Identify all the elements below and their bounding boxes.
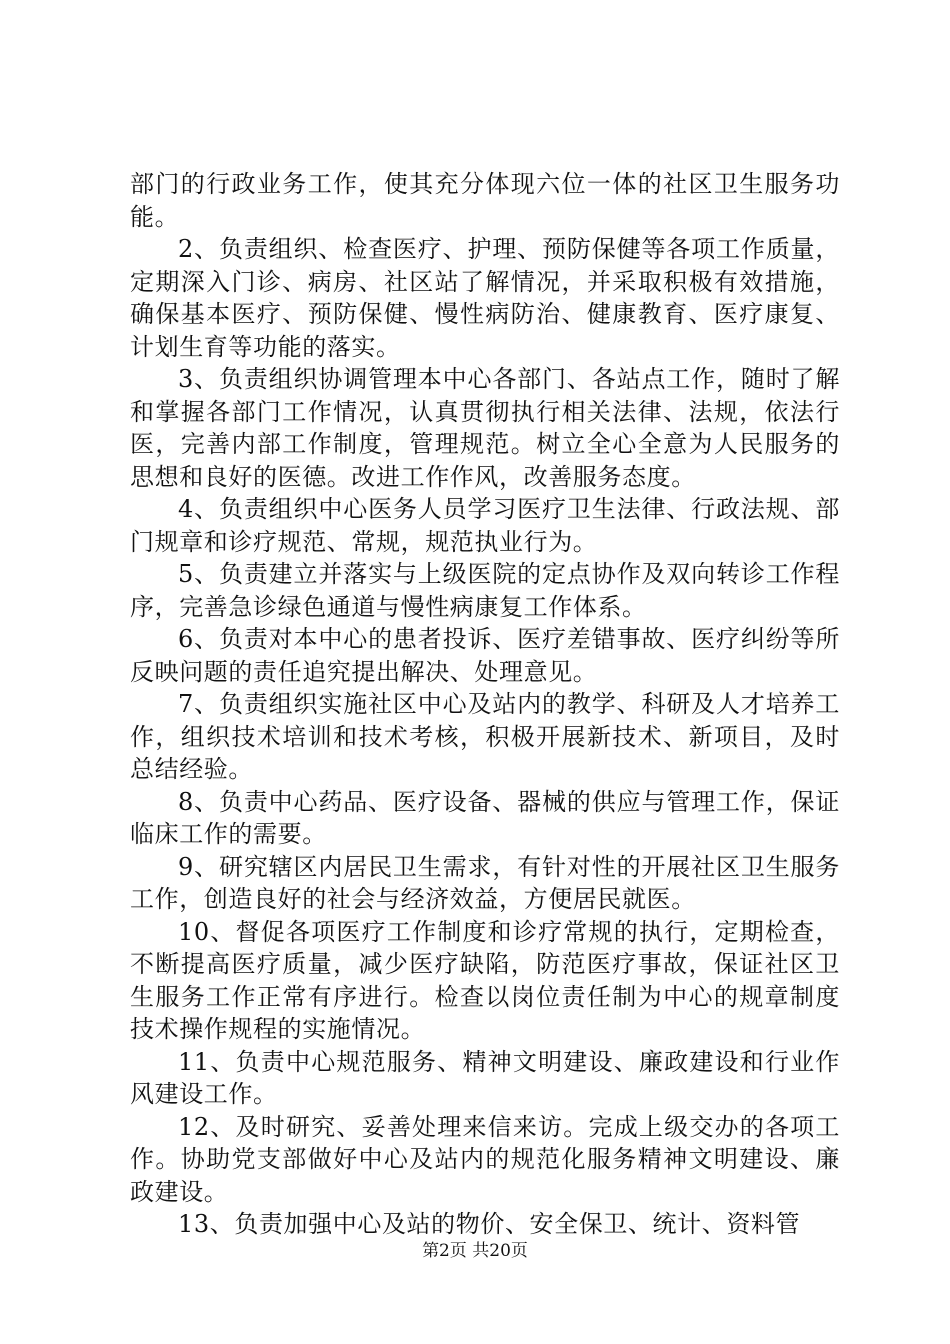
paragraph-item-7: 7、负责组织实施社区中心及站内的教学、科研及人才培养工作，组织技术培训和技术考核，积极开展新技术、新项目，及时总结经验。: [130, 690, 840, 783]
document-body: [130, 168, 840, 1241]
paragraph-continuation: 部门的行政业务工作，使其充分体现六位一体的社区卫生服务功能。: [130, 170, 840, 231]
paragraph-item-13: 13、负责加强中心及站的物价、安全保卫、统计、资料管: [178, 1210, 801, 1238]
paragraph-item-11: 11、负责中心规范服务、精神文明建设、廉政建设和行业作风建设工作。: [130, 1047, 840, 1108]
paragraph-item-5: 5、负责建立并落实与上级医院的定点协作及双向转诊工作程序，完善急诊绿色通道与慢性病康复工作体系。: [130, 560, 840, 621]
paragraph-item-9: 9、研究辖区内居民卫生需求，有针对性的开展社区卫生服务工作，创造良好的社会与经济效益，方便居民就医。: [130, 852, 840, 913]
paragraph-item-10: 10、督促各项医疗工作制度和诊疗常规的执行，定期检查，不断提高医疗质量，减少医疗缺陷，防范医疗事故，保证社区卫生服务工作正常有序进行。检查以岗位责任制为中心的规章制度技术操作规程的实施情况。: [130, 917, 840, 1043]
paragraph-item-2: 2、负责组织、检查医疗、护理、预防保健等各项工作质量，定期深入门诊、病房、社区站了解情况，并采取积极有效措施，确保基本医疗、预防保健、慢性病防治、健康教育、医疗康复、计划生育等功能的落实。: [130, 235, 840, 361]
paragraph-item-6: 6、负责对本中心的患者投诉、医疗差错事故、医疗纠纷等所反映问题的责任追究提出解决、处理意见。: [130, 625, 840, 686]
paragraph-item-3: 3、负责组织协调管理本中心各部门、各站点工作，随时了解和掌握各部门工作情况，认真贯彻执行相关法律、法规，依法行医，完善内部工作制度，管理规范。树立全心全意为人民服务的思想和良好的医德。改进工作作风，改善服务态度。: [130, 365, 840, 491]
paragraph-item-12: 12、及时研究、妥善处理来信来访。完成上级交办的各项工作。协助党支部做好中心及站内的规范化服务精神文明建设、廉政建设。: [130, 1112, 840, 1206]
page-number-footer: 第2页 共20页: [422, 1241, 528, 1261]
paragraph-item-8: 8、负责中心药品、医疗设备、器械的供应与管理工作，保证临床工作的需要。: [130, 787, 840, 848]
paragraph-item-4: 4、负责组织中心医务人员学习医疗卫生法律、行政法规、部门规章和诊疗规范、常规，规范执业行为。: [130, 495, 840, 556]
